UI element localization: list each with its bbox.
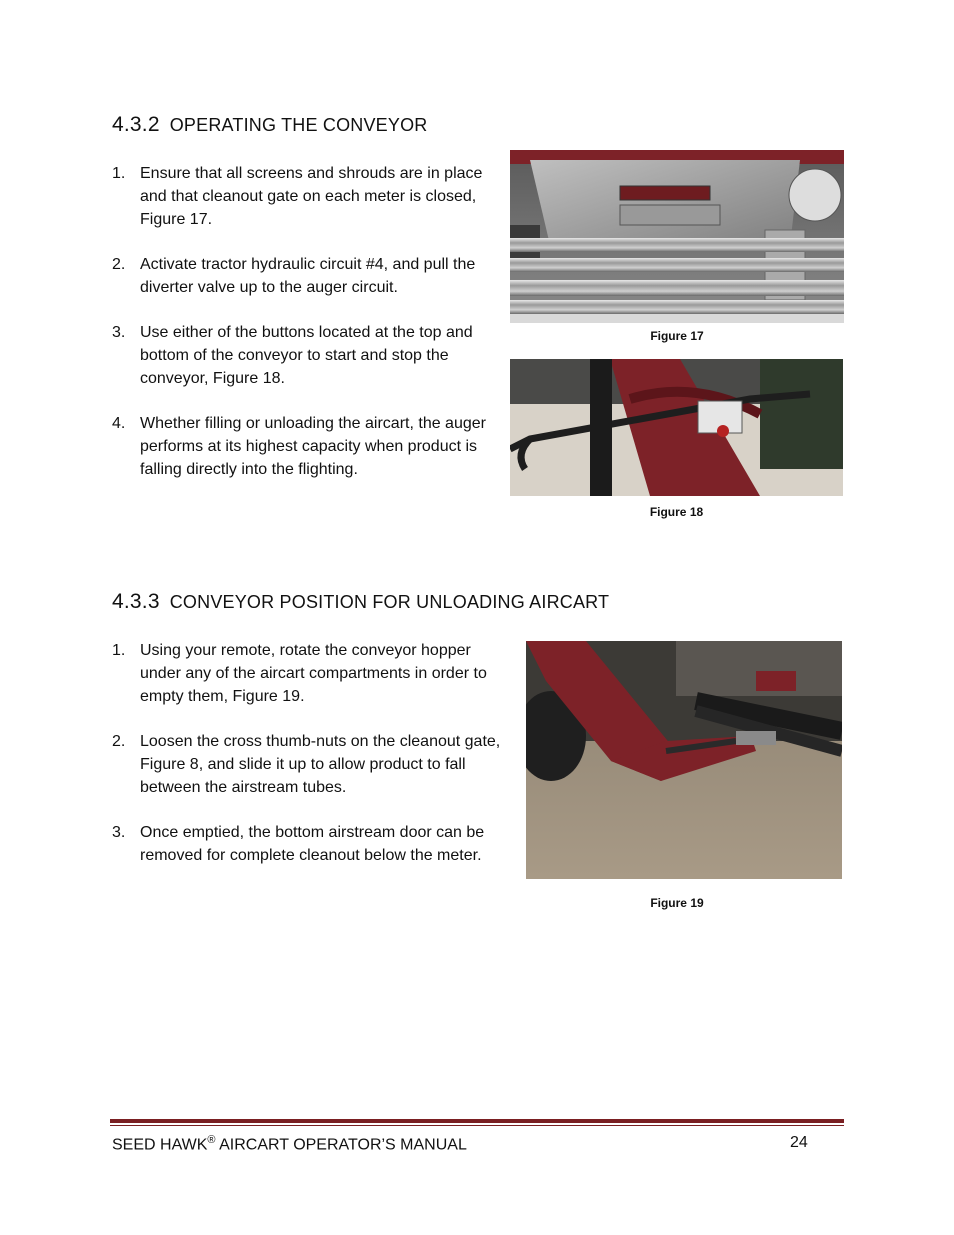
step-number: 1. — [112, 165, 126, 182]
figure-19-caption: Figure 19 — [650, 896, 704, 910]
section-heading-4-3-3 — [112, 590, 609, 614]
footer-rule — [110, 1119, 844, 1123]
section-heading-4-3-2 — [112, 113, 428, 137]
list-item — [112, 253, 492, 299]
step-number: 2. — [112, 256, 126, 273]
step-number: 3. — [112, 324, 126, 341]
step-text: Use either of the buttons located at the top and bottom of the conveyor to start and stop the conveyor, Figure 18. — [140, 324, 473, 387]
step-number: 3. — [112, 824, 126, 841]
step-number: 4. — [112, 415, 126, 432]
steps-list-4-3-2 — [112, 162, 492, 503]
list-item — [112, 321, 492, 390]
figure-18-caption: Figure 18 — [649, 505, 704, 519]
figure-19-photo — [526, 641, 842, 879]
step-text: Whether filling or unloading the aircart, the auger performs at its highest capacity when product is falling directly into the flighting. — [140, 415, 486, 478]
list-item — [112, 412, 492, 481]
list-item — [112, 162, 492, 231]
figure-17-photo — [510, 150, 844, 323]
step-text: Ensure that all screens and shrouds are in place and that cleanout gate on each meter is closed, Figure 17. — [140, 165, 483, 228]
footer-rule-thin — [110, 1125, 844, 1126]
section-title: CONVEYOR POSITION FOR UNLOADING AIRCART — [169, 592, 610, 612]
step-text: Using your remote, rotate the conveyor hopper under any of the aircart compartments in order to empty them, Figure 19. — [140, 642, 487, 705]
section-number: 4.3.2 — [112, 113, 160, 136]
section-title: OPERATING THE CONVEYOR — [169, 115, 428, 135]
step-text: Loosen the cross thumb-nuts on the cleanout gate, Figure 8, and slide it up to allow product to fall between the airstream tubes. — [140, 733, 501, 796]
footer-manual-title — [112, 1134, 467, 1154]
step-number: 1. — [112, 642, 126, 659]
registered-mark: ® — [207, 1134, 216, 1146]
footer-brand: SEED HAWK — [112, 1136, 208, 1154]
list-item — [112, 821, 512, 867]
step-text: Once emptied, the bottom airstream door can be removed for complete cleanout below the meter. — [140, 824, 485, 864]
section-number: 4.3.3 — [112, 590, 160, 613]
step-text: Activate tractor hydraulic circuit #4, and pull the diverter valve up to the auger circuit. — [140, 256, 476, 296]
footer-title: AIRCART OPERATOR’S MANUAL — [215, 1136, 467, 1154]
list-item — [112, 639, 512, 708]
figure-17-caption: Figure 17 — [650, 329, 704, 343]
figure-18-photo — [510, 359, 843, 496]
page-number: 24 — [790, 1134, 808, 1151]
step-number: 2. — [112, 733, 126, 750]
list-item — [112, 730, 512, 799]
steps-list-4-3-3 — [112, 639, 512, 889]
